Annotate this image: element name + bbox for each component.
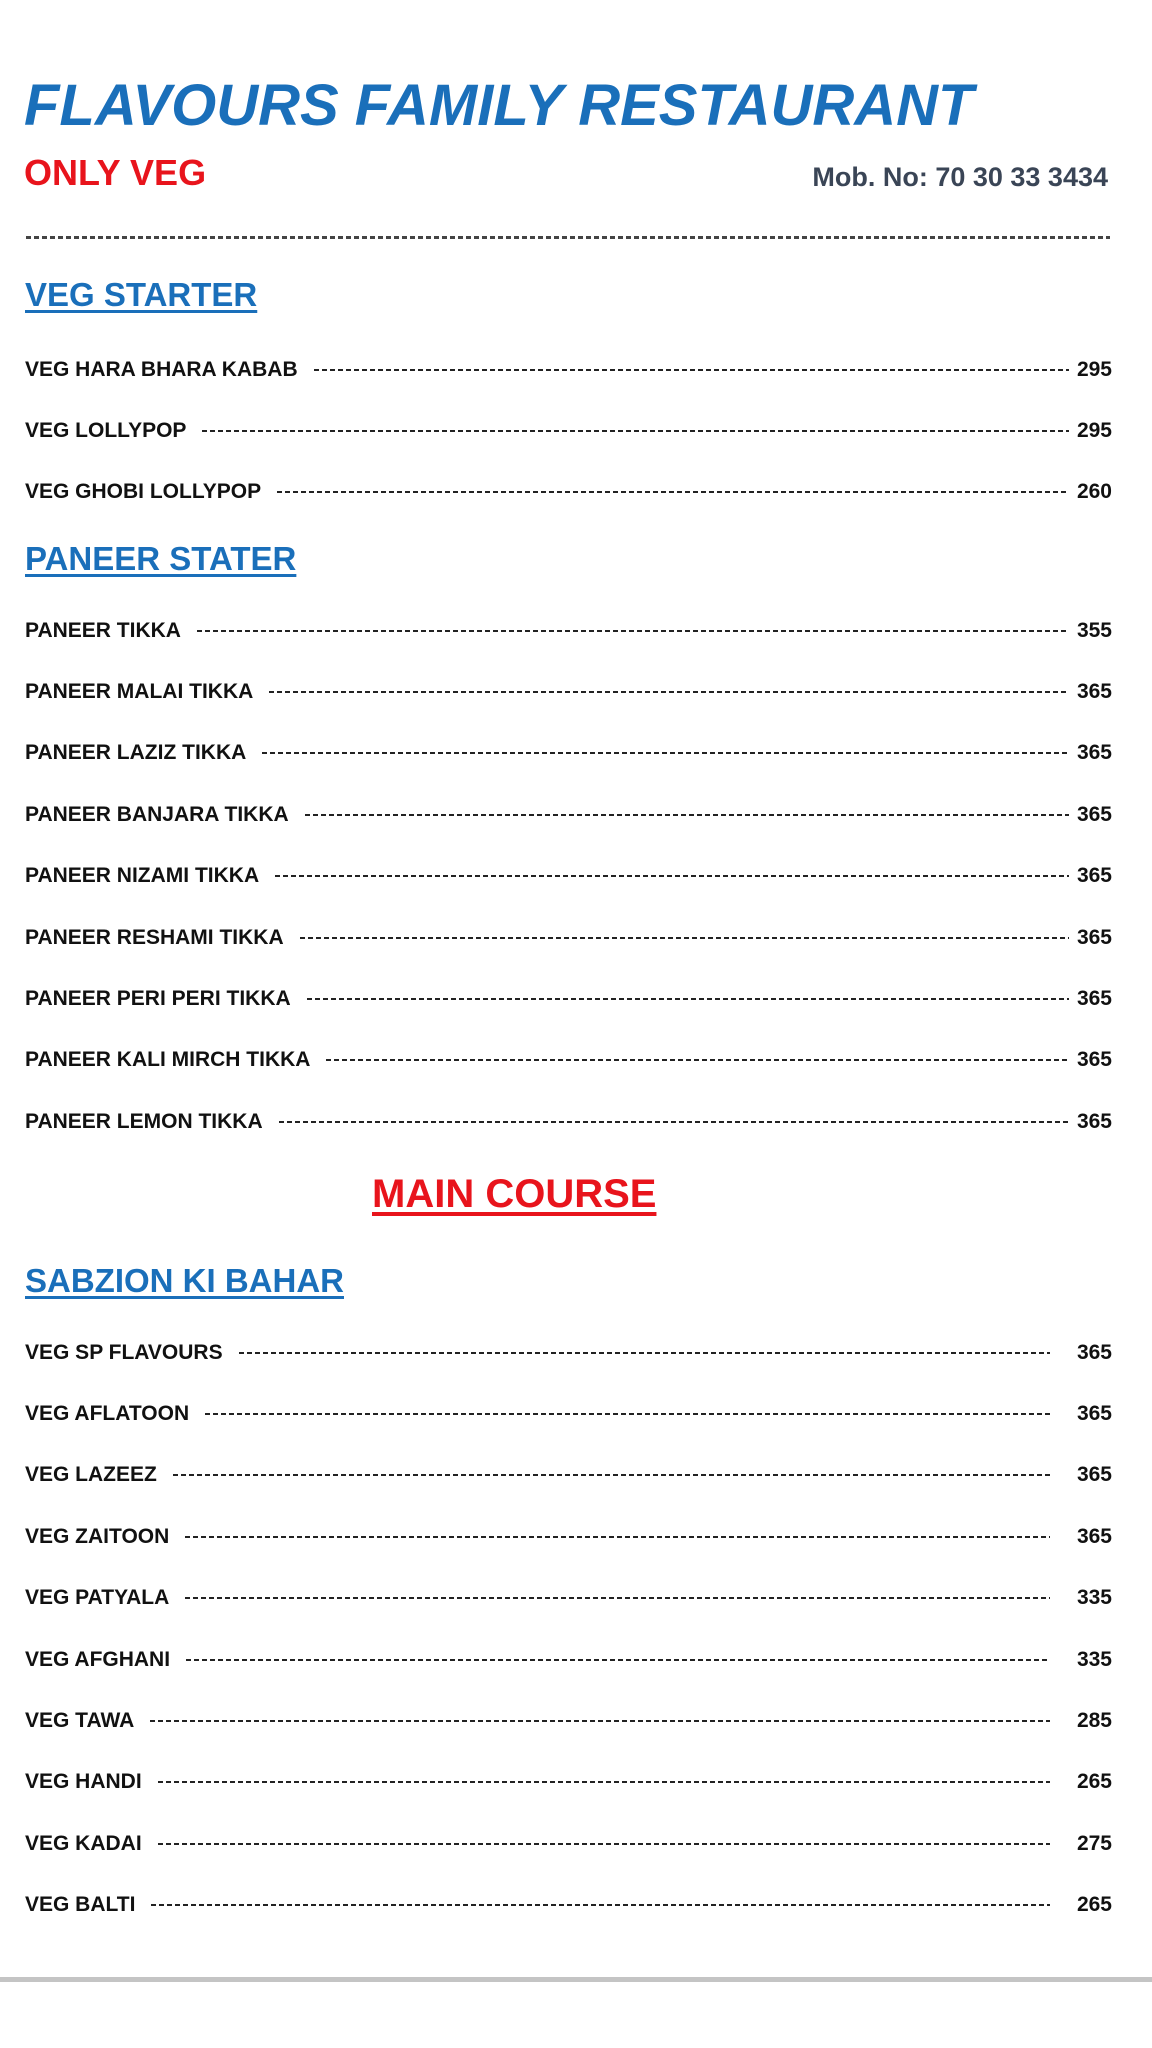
dotted-leader <box>275 875 1069 877</box>
menu-item-name: VEG HARA BHARA KABAB <box>25 357 298 381</box>
dotted-leader <box>307 998 1069 1000</box>
menu-item-price: 365 <box>1076 864 1112 888</box>
dotted-leader <box>279 1121 1069 1123</box>
paneer-stater-list <box>25 600 1112 1153</box>
menu-item <box>25 1752 1112 1813</box>
menu-item-price: 335 <box>1076 1586 1112 1610</box>
menu-item-name: PANEER NIZAMI TIKKA <box>25 864 260 888</box>
menu-item-price: 365 <box>1076 1048 1112 1072</box>
menu-item-name: VEG HANDI <box>25 1770 142 1794</box>
menu-item-name: PANEER PERI PERI TIKKA <box>25 987 291 1011</box>
dotted-leader <box>158 1781 1050 1783</box>
menu-item-name: VEG LOLLYPOP <box>25 419 187 443</box>
menu-item-price: 355 <box>1076 618 1112 642</box>
menu-item-price: 365 <box>1076 802 1112 826</box>
menu-item-name: VEG AFGHANI <box>25 1647 171 1671</box>
menu-item <box>25 1445 1112 1506</box>
restaurant-title: FLAVOURS FAMILY RESTAURANT <box>24 73 974 138</box>
menu-item-name: PANEER TIKKA <box>25 618 181 642</box>
menu-item-name: VEG ZAITOON <box>25 1524 170 1548</box>
mobile-number: Mob. No: 70 30 33 3434 <box>812 162 1108 192</box>
menu-item-name: VEG AFLATOON <box>25 1402 190 1426</box>
menu-item-name: VEG BALTI <box>25 1893 136 1917</box>
dotted-leader <box>186 1659 1050 1661</box>
dotted-leader <box>185 1536 1050 1538</box>
dotted-leader <box>277 491 1069 493</box>
menu-item-price: 265 <box>1076 1770 1112 1794</box>
dotted-leader <box>173 1474 1050 1476</box>
menu-item <box>25 1629 1112 1690</box>
menu-item-name: VEG SP FLAVOURS <box>25 1340 223 1364</box>
menu-item <box>25 661 1112 722</box>
menu-item <box>25 1568 1112 1629</box>
only-veg-label: ONLY VEG <box>24 152 207 193</box>
dotted-leader <box>150 1720 1050 1722</box>
menu-item-price: 335 <box>1076 1647 1112 1671</box>
menu-item <box>25 968 1112 1029</box>
dotted-leader <box>185 1597 1050 1599</box>
section-heading-sabzion-ki-bahar: SABZION KI BAHAR <box>25 1262 344 1299</box>
menu-item <box>25 784 1112 845</box>
dotted-leader <box>202 430 1069 432</box>
menu-item-name: VEG KADAI <box>25 1831 142 1855</box>
menu-item <box>25 1875 1112 1936</box>
menu-item-price: 365 <box>1076 741 1112 765</box>
menu-item-name: PANEER LEMON TIKKA <box>25 1109 263 1133</box>
dotted-leader <box>305 814 1069 816</box>
dotted-leader <box>326 1059 1069 1061</box>
menu-item-price: 365 <box>1076 680 1112 704</box>
menu-item <box>25 1091 1112 1152</box>
dotted-leader <box>151 1904 1050 1906</box>
menu-item-name: VEG TAWA <box>25 1709 135 1733</box>
menu-item-price: 365 <box>1076 1340 1112 1364</box>
menu-item-name: VEG PATYALA <box>25 1586 170 1610</box>
dotted-leader <box>197 630 1069 632</box>
dotted-leader <box>239 1352 1050 1354</box>
section-heading-paneer-stater: PANEER STATER <box>25 540 297 577</box>
menu-item <box>25 400 1112 461</box>
menu-item <box>25 1383 1112 1444</box>
menu-item-name: PANEER BANJARA TIKKA <box>25 802 289 826</box>
menu-item <box>25 339 1112 400</box>
dotted-leader <box>300 937 1069 939</box>
main-course-heading: MAIN COURSE <box>372 1172 657 1216</box>
menu-item-price: 365 <box>1076 925 1112 949</box>
menu-item-price: 265 <box>1076 1893 1112 1917</box>
menu-item-price: 285 <box>1076 1709 1112 1733</box>
menu-item <box>25 1030 1112 1091</box>
menu-item <box>25 1813 1112 1874</box>
dotted-leader <box>158 1843 1050 1845</box>
menu-item-price: 365 <box>1076 1109 1112 1133</box>
menu-item <box>25 1322 1112 1383</box>
menu-item-price: 365 <box>1076 1463 1112 1487</box>
bottom-divider <box>0 1977 1152 1982</box>
menu-item <box>25 907 1112 968</box>
menu-item-price: 365 <box>1076 1402 1112 1426</box>
header-divider <box>26 236 1110 239</box>
menu-item-price: 275 <box>1076 1831 1112 1855</box>
dotted-leader <box>205 1413 1050 1415</box>
dotted-leader <box>269 691 1069 693</box>
menu-item <box>25 462 1112 523</box>
menu-item-name: PANEER KALI MIRCH TIKKA <box>25 1048 311 1072</box>
menu-item <box>25 600 1112 661</box>
menu-item-price: 295 <box>1076 357 1112 381</box>
menu-item-price: 260 <box>1076 480 1112 504</box>
dotted-leader <box>314 369 1069 371</box>
menu-item-name: VEG LAZEEZ <box>25 1463 157 1487</box>
menu-item-price: 295 <box>1076 419 1112 443</box>
sabzion-ki-bahar-list <box>25 1322 1112 1936</box>
menu-item-name: VEG GHOBI LOLLYPOP <box>25 480 262 504</box>
menu-item-name: PANEER RESHAMI TIKKA <box>25 925 284 949</box>
menu-item <box>25 846 1112 907</box>
menu-item-price: 365 <box>1076 987 1112 1011</box>
menu-item-price: 365 <box>1076 1524 1112 1548</box>
menu-item-name: PANEER MALAI TIKKA <box>25 680 254 704</box>
menu-item <box>25 1690 1112 1751</box>
section-heading-veg-starter: VEG STARTER <box>25 276 258 313</box>
menu-item <box>25 1506 1112 1567</box>
menu-item-name: PANEER LAZIZ TIKKA <box>25 741 247 765</box>
veg-starter-list <box>25 339 1112 523</box>
menu-item <box>25 723 1112 784</box>
dotted-leader <box>262 752 1069 754</box>
